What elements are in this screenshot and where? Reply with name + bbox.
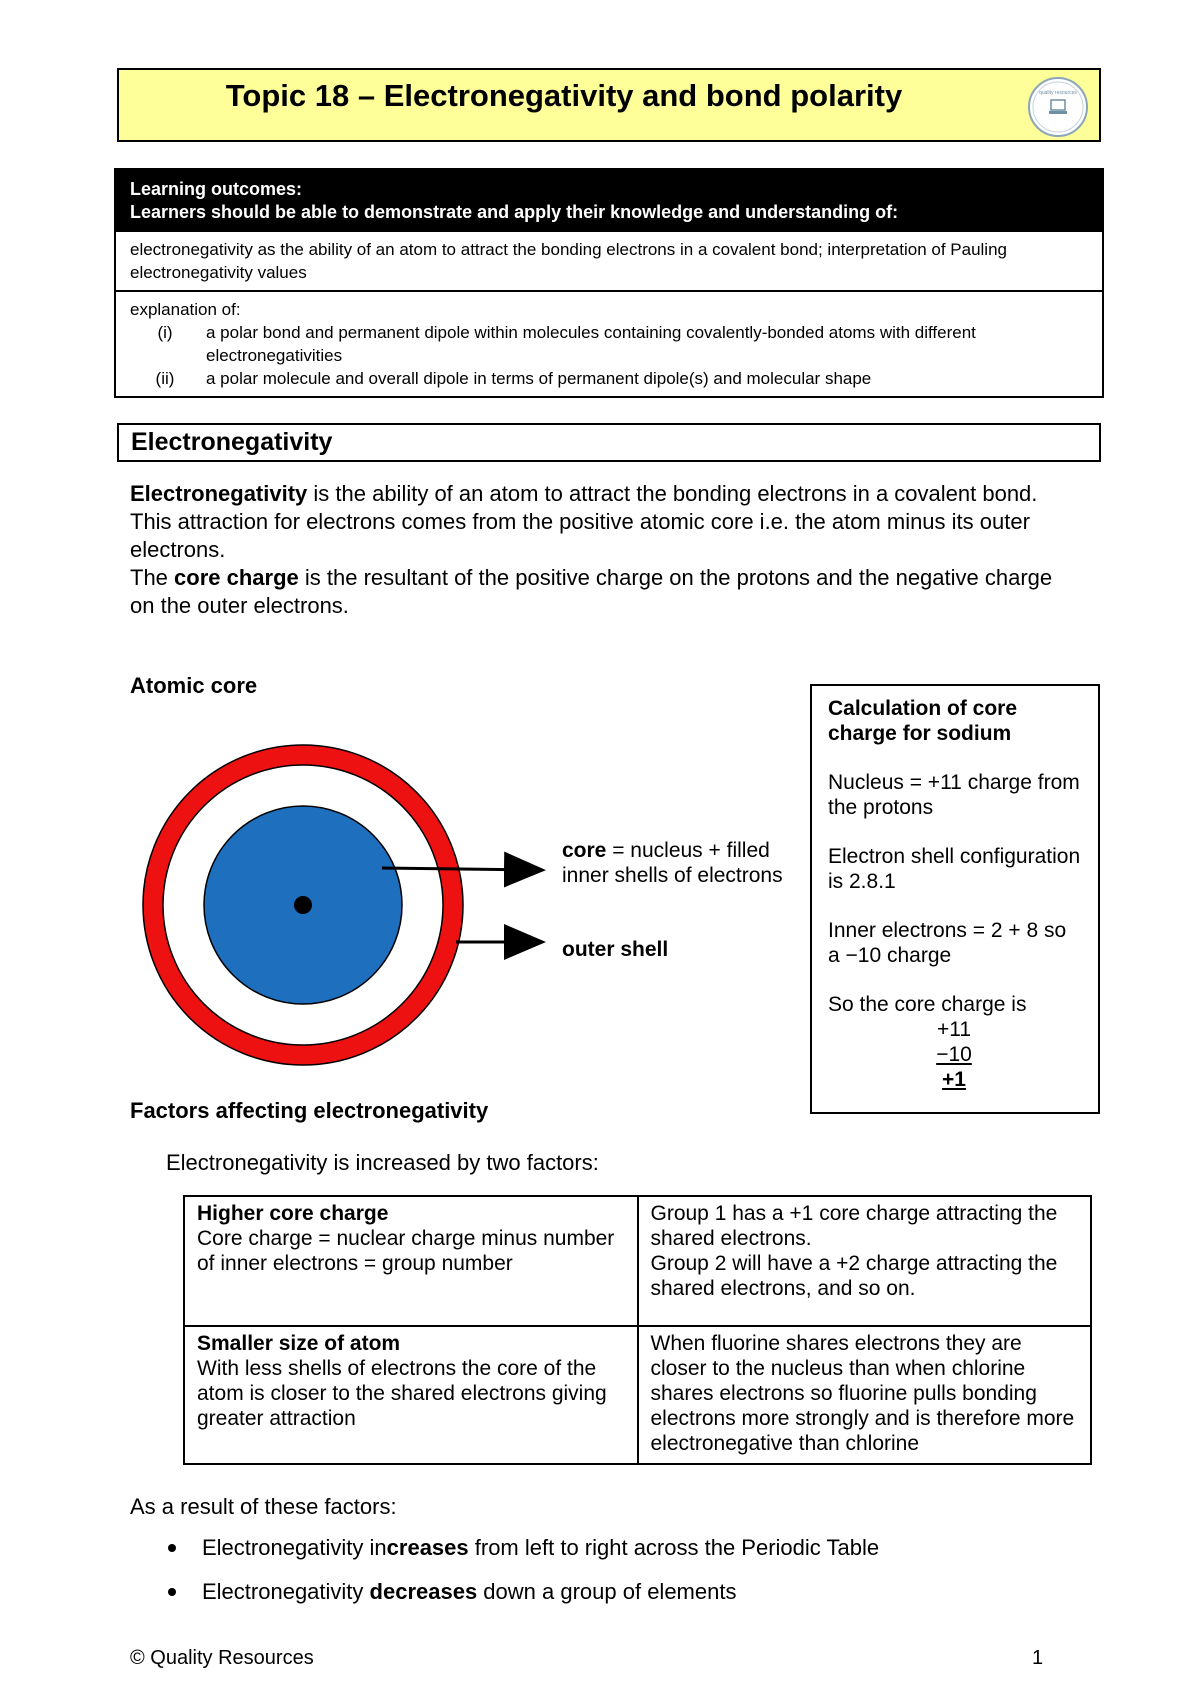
factors-heading: Factors affecting electronegativity — [130, 1098, 489, 1123]
learning-outcome-row-2 — [116, 290, 1102, 396]
section-heading: Electronegativity — [117, 423, 1101, 462]
outer-shell-label: outer shell — [562, 938, 669, 961]
factor-example-cell: Group 1 has a +1 core charge attracting the shared electrons. Group 2 will have a +2 charge attracting the shared electrons, and so on. — [638, 1196, 1092, 1326]
footer-copyright: © Quality Resources — [130, 1647, 314, 1669]
quality-resources-logo — [1027, 76, 1089, 138]
learning-outcomes-heading: Learning outcomes: — [130, 179, 303, 199]
factors-table — [183, 1195, 1092, 1465]
list-item: Electronegativity increases from left to right across the Periodic Table — [160, 1534, 879, 1562]
calc-inner: Inner electrons = 2 + 8 so a −10 charge — [828, 919, 1067, 967]
calc-config: Electron shell configuration is 2.8.1 — [828, 845, 1081, 893]
learning-outcomes-table — [114, 168, 1104, 398]
results-intro: As a result of these factors: — [130, 1494, 397, 1519]
core-charge-calculation-box — [810, 684, 1100, 1114]
learning-outcome-intro: explanation of: — [130, 300, 241, 319]
core-label: core = nucleus + filled inner shells of electrons — [562, 839, 783, 887]
calc-title: Calculation of core charge for sodium — [828, 697, 1018, 745]
factor-example-cell: When fluorine shares electrons they are closer to the nucleus than when chlorine shares electrons so fluorine pulls bonding electrons more strongly and is therefore more electronegative than chlorine — [638, 1326, 1092, 1464]
factors-intro: Electronegativity is increased by two factors: — [166, 1150, 599, 1175]
page-number: 1 — [1032, 1647, 1044, 1669]
learning-outcome-row-1: electronegativity as the ability of an atom to attract the bonding electrons in a covalent bond; interpretation of Pauling electronegativity values — [116, 230, 1102, 290]
nucleus — [294, 896, 312, 914]
factor-cell: Smaller size of atom With less shells of electrons the core of the atom is closer to the shared electrons giving greater attraction — [184, 1326, 638, 1464]
learning-outcome-item: (ii) a polar molecule and overall dipole in terms of permanent dipole(s) and molecular shape — [155, 369, 872, 388]
factor-cell: Higher core charge Core charge = nuclear charge minus number of inner electrons = group number — [184, 1196, 638, 1326]
core-arrow — [382, 868, 540, 870]
bullet-icon — [168, 1588, 176, 1596]
learning-outcome-item: (i) a polar bond and permanent dipole within molecules containing covalently-bonded atoms with different electronegativities — [157, 323, 976, 365]
results-list — [160, 1534, 879, 1622]
svg-text:quality resources: quality resources — [1039, 90, 1077, 96]
calc-so: So the core charge is — [828, 993, 1027, 1016]
calc-sum: +11 −10 +1 — [936, 1018, 972, 1091]
table-row — [184, 1196, 1091, 1326]
bullet-icon — [168, 1544, 176, 1552]
table-row — [184, 1326, 1091, 1464]
learning-outcomes-header — [116, 170, 1102, 230]
page-title: Topic 18 – Electronegativity and bond polarity — [225, 78, 903, 113]
list-item: Electronegativity decreases down a group of elements — [160, 1578, 879, 1606]
atomic-core-diagram — [120, 720, 800, 1100]
learning-outcomes-subheading: Learners should be able to demonstrate and apply their knowledge and understanding of: — [130, 202, 899, 222]
calc-nucleus: Nucleus = +11 charge from the protons — [828, 771, 1080, 819]
title-box — [117, 68, 1101, 142]
atomic-core-heading: Atomic core — [130, 673, 258, 698]
intro-text: Electronegativity is the ability of an atom to attract the bonding electrons in a covalent bond. This attraction for electrons comes from the positive atomic core i.e. the atom minus its outer electrons. The core charge is the resultant of the positive charge on the protons and the negative charge on the outer electrons. — [130, 481, 1053, 618]
